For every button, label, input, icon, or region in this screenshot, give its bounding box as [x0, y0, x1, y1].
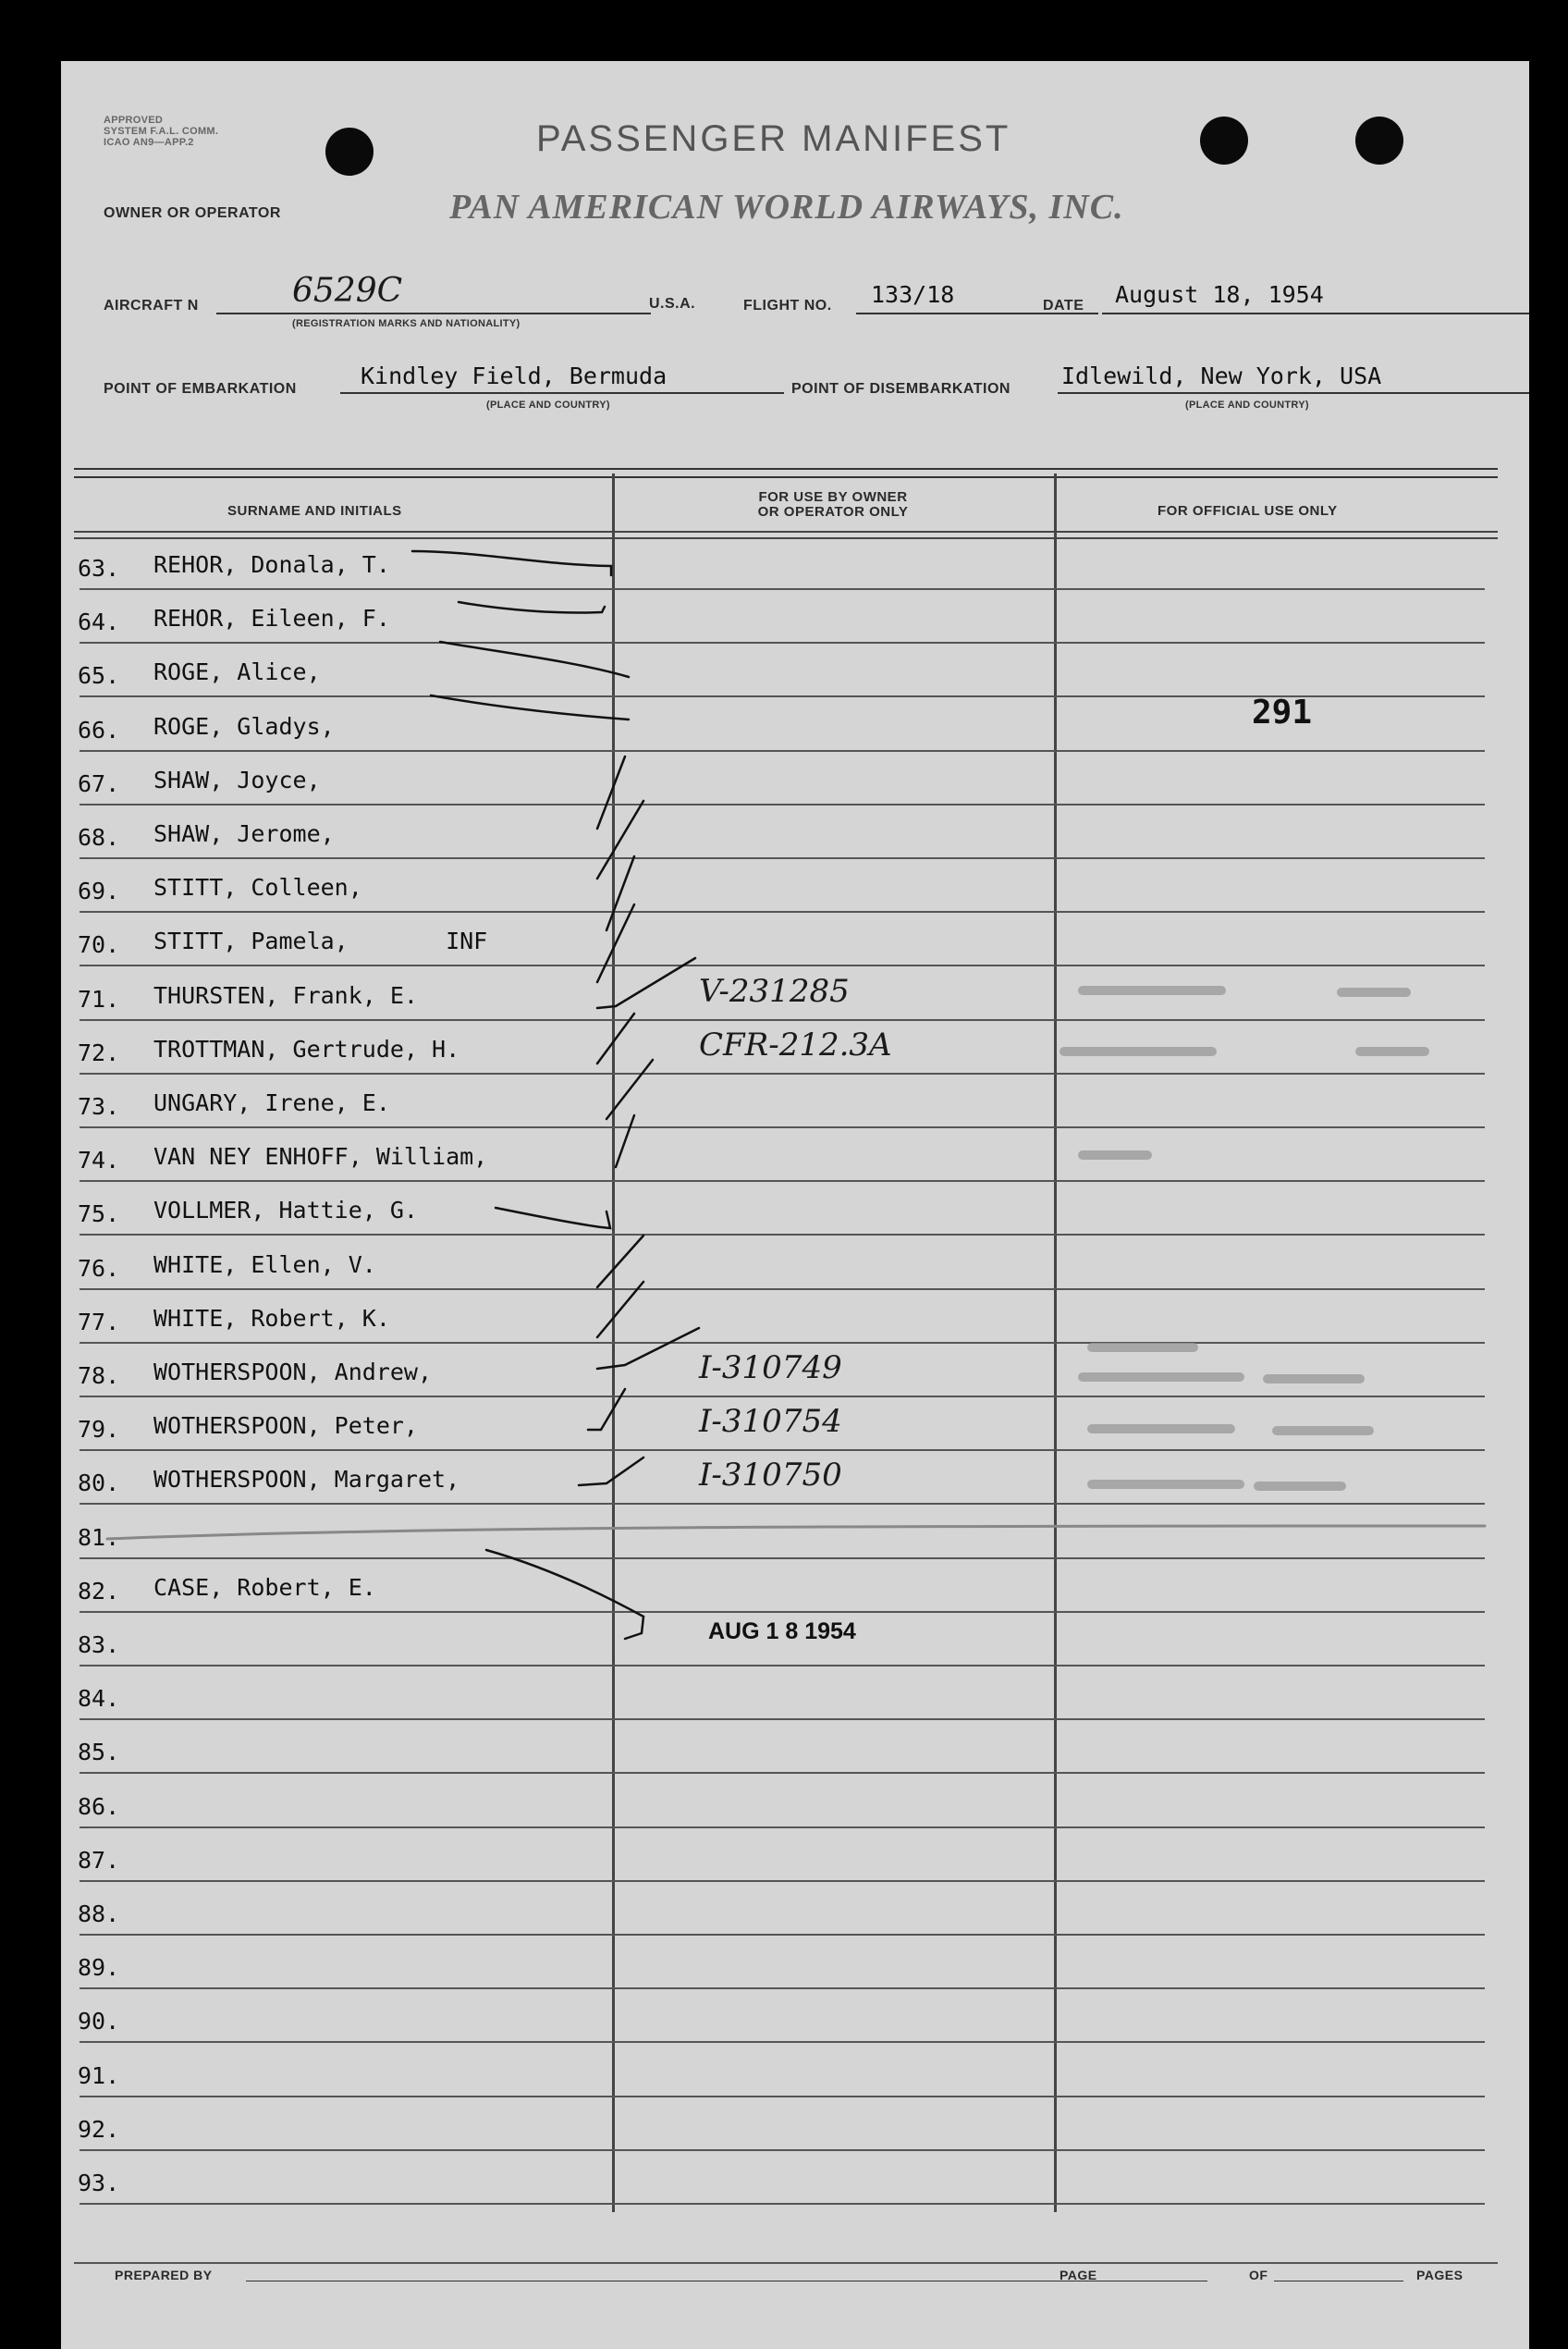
check-mark	[597, 1328, 699, 1369]
embark-value: Kindley Field, Bermuda	[361, 363, 668, 389]
passenger-name: WOTHERSPOON, Peter,	[153, 1412, 418, 1440]
approved-stamp-line: APPROVED	[104, 115, 164, 126]
passenger-name: WHITE, Ellen, V.	[153, 1250, 376, 1278]
row-number: 77.	[78, 1308, 120, 1335]
check-mark	[616, 1115, 634, 1167]
passenger-name: VOLLMER, Hattie, G.	[153, 1197, 418, 1224]
passenger-name: THURSTEN, Frank, E.	[153, 981, 418, 1009]
passenger-name: ROGE, Alice,	[153, 658, 321, 686]
check-mark	[440, 642, 629, 677]
page-title: PASSENGER MANIFEST	[536, 118, 1011, 159]
row-number: 93.	[78, 2170, 120, 2196]
official-note: 291	[1252, 694, 1313, 732]
document-number: I-310749	[699, 1349, 842, 1386]
check-mark	[597, 756, 625, 829]
col-header-owner-line2: OR OPERATOR ONLY	[757, 504, 909, 520]
airline-name: PAN AMERICAN WORLD AIRWAYS, INC.	[449, 188, 1124, 227]
row-number: 78.	[78, 1362, 120, 1389]
passenger-name: STITT, Pamela, INF	[153, 928, 488, 955]
check-mark	[486, 1550, 643, 1639]
row-number: 74.	[78, 1147, 120, 1174]
passenger-name: STITT, Colleen,	[153, 874, 362, 902]
passenger-name: SHAW, Joyce,	[153, 766, 321, 793]
check-mark	[606, 1060, 653, 1119]
row-number: 81.	[78, 1523, 120, 1551]
row-number: 82.	[78, 1577, 120, 1605]
flight-value: 133/18	[871, 281, 955, 308]
registration-caption: (REGISTRATION MARKS AND NATIONALITY)	[292, 318, 521, 329]
passenger-name: ROGE, Gladys,	[153, 712, 335, 740]
row-number: 86.	[78, 1792, 120, 1820]
prepared-by-label: PREPARED BY	[115, 2268, 213, 2282]
row-number: 76.	[78, 1254, 120, 1282]
check-mark	[606, 856, 634, 930]
disembark-caption: (PLACE AND COUNTRY)	[1185, 400, 1309, 411]
embark-label: POINT OF EMBARKATION	[104, 381, 297, 397]
passenger-name: VAN NEY ENHOFF, William,	[153, 1143, 488, 1171]
col-header-names: SURNAME AND INITIALS	[227, 503, 402, 519]
usa-label: U.S.A.	[649, 296, 696, 312]
row-number: 68.	[78, 824, 120, 851]
check-mark	[496, 1208, 610, 1228]
manifest-sheet	[61, 61, 1529, 2349]
row-number: 75.	[78, 1200, 120, 1228]
aircraft-value: 6529C	[292, 272, 403, 310]
date-value: August 18, 1954	[1115, 281, 1324, 308]
row-number: 67.	[78, 769, 120, 797]
passenger-name: SHAW, Jerome,	[153, 820, 335, 847]
row-number: 89.	[78, 1954, 120, 1982]
document-number: I-310754	[699, 1403, 842, 1441]
strike-line	[107, 1526, 1485, 1539]
approved-stamp-line: ICAO AN9—APP.2	[104, 137, 194, 148]
row-number: 65.	[78, 662, 120, 690]
check-mark	[588, 1389, 625, 1430]
check-mark	[597, 904, 634, 982]
row-number: 66.	[78, 716, 120, 744]
passenger-name: WOTHERSPOON, Andrew,	[153, 1359, 433, 1385]
disembark-label: POINT OF DISEMBARKATION	[791, 381, 1011, 397]
date-label: DATE	[1043, 298, 1084, 314]
row-number: 72.	[78, 1039, 120, 1066]
document-number: I-310750	[699, 1457, 842, 1494]
row-number: 91.	[78, 2061, 120, 2089]
embark-caption: (PLACE AND COUNTRY)	[486, 400, 610, 411]
col-header-owner-line1: FOR USE BY OWNER	[758, 489, 908, 505]
check-mark	[597, 958, 695, 1008]
aircraft-label: AIRCRAFT N	[104, 298, 199, 314]
row-number: 64.	[78, 609, 120, 636]
passenger-name: REHOR, Eileen, F.	[153, 605, 390, 633]
disembark-value: Idlewild, New York, USA	[1061, 363, 1382, 389]
check-mark	[597, 1282, 643, 1337]
pages-label: PAGES	[1416, 2268, 1464, 2282]
row-number: 85.	[78, 1739, 120, 1766]
check-mark	[597, 1014, 634, 1064]
passenger-name: CASE, Robert, E.	[153, 1573, 376, 1601]
check-mark	[431, 695, 629, 719]
passenger-name: WOTHERSPOON, Margaret,	[153, 1466, 460, 1494]
row-number: 90.	[78, 2008, 120, 2035]
row-number: 88.	[78, 1900, 120, 1927]
row-number: 71.	[78, 985, 120, 1013]
passenger-name: WHITE, Robert, K.	[153, 1304, 390, 1332]
check-mark	[412, 551, 611, 575]
passenger-name: TROTTMAN, Gertrude, H.	[153, 1035, 460, 1063]
col-header-official: FOR OFFICIAL USE ONLY	[1158, 503, 1338, 519]
row-number: 80.	[78, 1470, 120, 1497]
row-number: 69.	[78, 878, 120, 905]
row-number: 63.	[78, 555, 120, 582]
check-mark	[459, 602, 605, 613]
approved-stamp-line: SYSTEM F.A.L. COMM.	[104, 126, 219, 137]
row-number: 70.	[78, 931, 120, 959]
document-number: V-231285	[699, 972, 850, 1010]
check-mark	[579, 1457, 643, 1485]
check-mark	[597, 1236, 643, 1287]
passenger-name: REHOR, Donala, T.	[153, 551, 390, 578]
row-number: 73.	[78, 1093, 120, 1120]
row-number: 87.	[78, 1846, 120, 1874]
of-label: OF	[1249, 2268, 1268, 2282]
check-marks-overlay	[61, 61, 1529, 2349]
row-number: 79.	[78, 1416, 120, 1444]
flight-label: FLIGHT NO.	[743, 298, 832, 314]
row-number: 83.	[78, 1631, 120, 1658]
document-number: CFR-212.3A	[699, 1026, 892, 1064]
row-number: 92.	[78, 2115, 120, 2143]
passenger-name: UNGARY, Irene, E.	[153, 1089, 390, 1116]
footer-top-rule	[74, 2262, 1498, 2264]
page-label: PAGE	[1060, 2268, 1097, 2282]
owner-operator-label: OWNER OR OPERATOR	[104, 205, 281, 221]
row-number: 84.	[78, 1685, 120, 1713]
received-date-stamp: AUG 1 8 1954	[708, 1618, 856, 1644]
